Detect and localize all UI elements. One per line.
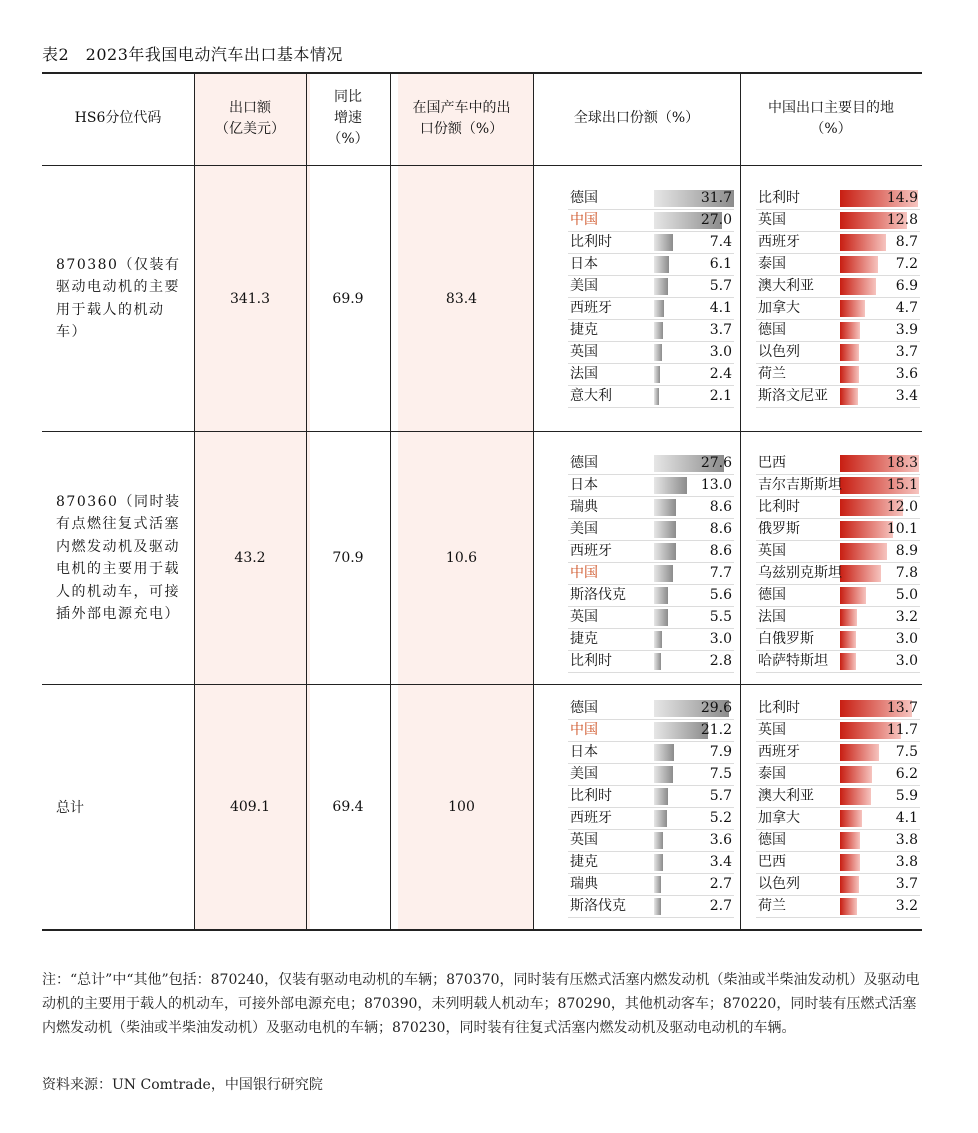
global-country-row: [568, 298, 734, 320]
destination-row: [756, 210, 920, 232]
destination-value: 4.7: [895, 300, 918, 316]
destination-value: 3.7: [895, 344, 918, 360]
header-global-share: 全球出口份额（%）: [573, 110, 700, 126]
destination-row: [756, 585, 920, 607]
global-country-value: 7.7: [709, 565, 732, 581]
destination-row: [756, 720, 920, 742]
destination-row: [756, 298, 920, 320]
destination-row: [756, 475, 920, 497]
destination-value: 8.7: [895, 234, 918, 250]
global-country-bar: [654, 854, 663, 871]
destination-row: [756, 188, 920, 210]
global-country-bar: [654, 609, 668, 626]
destination-name: 西班牙: [758, 234, 800, 250]
destination-value: 3.2: [895, 609, 918, 625]
global-country-name: 比利时: [570, 234, 612, 250]
destination-name: 泰国: [758, 766, 786, 782]
global-country-value: 5.7: [709, 788, 732, 804]
row-3-share: 100: [448, 799, 475, 815]
destination-bar: [840, 854, 860, 871]
destination-value: 7.8: [895, 565, 918, 581]
global-country-value: 3.6: [709, 832, 732, 848]
destination-name: 英国: [758, 722, 786, 738]
destination-bar: [840, 388, 858, 405]
global-country-value: 13.0: [700, 477, 732, 493]
destination-name: 澳大利亚: [758, 278, 814, 294]
export-table: [42, 72, 922, 930]
global-country-name: 中国: [570, 565, 598, 581]
destination-name: 西班牙: [758, 744, 800, 760]
destination-value: 12.0: [886, 499, 918, 515]
destination-name: 比利时: [758, 190, 800, 206]
destination-row: [756, 786, 920, 808]
destination-value: 18.3: [886, 455, 918, 471]
destination-row: [756, 874, 920, 896]
global-country-value: 3.0: [709, 631, 732, 647]
destination-name: 以色列: [758, 876, 800, 892]
global-country-value: 5.7: [709, 278, 732, 294]
destination-bar: [840, 832, 860, 849]
destination-row: [756, 232, 920, 254]
destination-name: 俄罗斯: [758, 521, 800, 537]
row-2-share: 10.6: [445, 550, 478, 566]
destination-name: 巴西: [758, 854, 786, 870]
destination-bar: [840, 521, 893, 538]
destination-name: 荷兰: [758, 366, 786, 382]
global-country-name: 英国: [570, 609, 598, 625]
global-country-name: 德国: [570, 190, 598, 206]
global-country-row: [568, 342, 734, 364]
destination-name: 白俄罗斯: [758, 631, 814, 647]
global-country-value: 27.0: [700, 212, 732, 228]
header-yoy: 同比 增速 （%）: [327, 89, 369, 147]
global-country-value: 2.1: [709, 388, 732, 404]
global-country-bar: [654, 766, 673, 783]
destination-bar: [840, 898, 857, 915]
global-country-row: [568, 541, 734, 563]
global-country-row: [568, 607, 734, 629]
global-country-name: 瑞典: [570, 876, 598, 892]
destination-bar: [840, 543, 887, 560]
bottom-rule: [42, 929, 922, 931]
destination-value: 7.5: [895, 744, 918, 760]
global-country-row: [568, 475, 734, 497]
global-country-row: [568, 364, 734, 386]
global-country-bar: [654, 477, 687, 494]
destination-value: 3.6: [895, 366, 918, 382]
destination-value: 11.7: [886, 722, 918, 738]
row-1-code: 870380（仅装有驱动电动机的主要用于载人的机动车）: [56, 256, 181, 340]
global-country-name: 英国: [570, 832, 598, 848]
destination-row: [756, 896, 920, 918]
destination-name: 比利时: [758, 700, 800, 716]
global-country-row: [568, 629, 734, 651]
destination-bar: [840, 876, 859, 893]
global-country-name: 比利时: [570, 653, 612, 669]
global-country-bar: [654, 322, 663, 339]
destination-bar: [840, 810, 862, 827]
global-country-row: [568, 188, 734, 210]
global-country-name: 日本: [570, 477, 598, 493]
global-country-value: 4.1: [709, 300, 732, 316]
destination-value: 3.0: [895, 631, 918, 647]
data-source: 资料来源：UN Comtrade，中国银行研究院: [42, 1077, 323, 1093]
global-country-value: 2.8: [709, 653, 732, 669]
global-country-bar: [654, 788, 668, 805]
global-country-name: 日本: [570, 256, 598, 272]
destination-row: [756, 497, 920, 519]
global-country-value: 3.0: [709, 344, 732, 360]
global-country-bar: [654, 543, 676, 560]
row-3-export-value: 409.1: [229, 799, 271, 815]
destination-value: 14.9: [886, 190, 918, 206]
destination-bar: [840, 744, 879, 761]
destination-row: [756, 808, 920, 830]
row-1-share: 83.4: [445, 290, 478, 307]
header-hs6: HS6分位代码: [74, 110, 162, 126]
global-country-value: 3.7: [709, 322, 732, 338]
global-country-name: 西班牙: [570, 300, 612, 316]
header-export-value: 出口额 （亿美元）: [215, 99, 285, 137]
global-country-row: [568, 896, 734, 918]
row-1-export-value: 341.3: [229, 290, 271, 307]
global-country-name: 斯洛伐克: [570, 898, 626, 914]
row-2-export-value: 43.2: [234, 550, 266, 566]
global-country-value: 8.6: [709, 521, 732, 537]
global-country-row: [568, 497, 734, 519]
destination-name: 德国: [758, 587, 786, 603]
destination-row: [756, 541, 920, 563]
destination-name: 德国: [758, 832, 786, 848]
destination-value: 3.7: [895, 876, 918, 892]
global-country-bar: [654, 832, 663, 849]
global-country-name: 捷克: [570, 854, 598, 870]
row-3-yoy: 69.4: [332, 799, 364, 815]
global-country-bar: [654, 521, 676, 538]
global-country-name: 西班牙: [570, 543, 612, 559]
destination-bar: [840, 587, 866, 604]
global-country-name: 德国: [570, 455, 598, 471]
global-country-bar: [654, 587, 668, 604]
destination-name: 英国: [758, 543, 786, 559]
global-country-row: [568, 386, 734, 408]
destination-row: [756, 453, 920, 475]
global-country-name: 法国: [570, 366, 598, 382]
global-country-row: [568, 519, 734, 541]
global-country-row: [568, 852, 734, 874]
global-country-row: [568, 830, 734, 852]
global-country-name: 斯洛伐克: [570, 587, 626, 603]
global-country-row: [568, 254, 734, 276]
destination-bar: [840, 788, 871, 805]
global-country-bar: [654, 366, 660, 383]
global-country-row: [568, 210, 734, 232]
global-country-value: 2.7: [709, 898, 732, 914]
destination-value: 3.2: [895, 898, 918, 914]
destination-row: [756, 254, 920, 276]
global-country-name: 英国: [570, 344, 598, 360]
global-country-bar: [654, 300, 664, 317]
destination-row: [756, 342, 920, 364]
destination-bar: [840, 278, 876, 295]
destination-row: [756, 742, 920, 764]
global-country-row: [568, 276, 734, 298]
destination-value: 3.8: [895, 854, 918, 870]
destination-value: 4.1: [895, 810, 918, 826]
destination-value: 5.0: [895, 587, 918, 603]
global-country-value: 7.5: [709, 766, 732, 782]
global-country-bar: [654, 278, 668, 295]
destination-name: 英国: [758, 212, 786, 228]
destination-bar: [840, 565, 881, 582]
row-3-code: 总计: [56, 800, 84, 816]
destination-value: 5.9: [895, 788, 918, 804]
global-country-name: 捷克: [570, 322, 598, 338]
global-country-bar: [654, 876, 661, 893]
destination-row: [756, 651, 920, 673]
global-country-value: 7.4: [709, 234, 732, 250]
destination-value: 7.2: [895, 256, 918, 272]
destination-name: 加拿大: [758, 810, 800, 826]
destination-name: 巴西: [758, 455, 786, 471]
destination-row: [756, 519, 920, 541]
destination-row: [756, 629, 920, 651]
destination-name: 哈萨特斯坦: [758, 653, 828, 669]
destination-name: 法国: [758, 609, 786, 625]
global-country-value: 7.9: [709, 744, 732, 760]
global-country-name: 日本: [570, 744, 598, 760]
destination-value: 6.2: [895, 766, 918, 782]
global-country-row: [568, 320, 734, 342]
table-note: 注：“总计”中“其他”包括：870240，仅装有驱动电动机的车辆；870370，同时装有压燃式活塞内燃发动机（柴油或半柴油发动机）及驱动电动机的主要用于载人的机动车，可接外部电源充电；870390，未列明载人机动车；870290，其他机动客车；870220，同时装有压燃式活塞内燃发动机（柴油或半柴油发动机）及驱动电机的车辆；870230，同时装有往复式活塞内燃发动机及驱动电动机的车辆。: [42, 972, 920, 1036]
global-country-row: [568, 742, 734, 764]
global-country-value: 31.7: [700, 190, 732, 206]
global-country-bar: [654, 744, 674, 761]
destination-row: [756, 276, 920, 298]
destination-name: 斯洛文尼亚: [758, 388, 828, 404]
destination-value: 13.7: [886, 700, 918, 716]
destination-value: 10.1: [886, 521, 918, 537]
destination-value: 3.9: [895, 322, 918, 338]
global-country-value: 3.4: [709, 854, 732, 870]
global-country-bar: [654, 565, 673, 582]
global-country-value: 8.6: [709, 543, 732, 559]
global-country-name: 比利时: [570, 788, 612, 804]
global-country-value: 6.1: [709, 256, 732, 272]
destination-row: [756, 764, 920, 786]
global-country-value: 29.6: [700, 700, 732, 716]
destination-name: 吉尔吉斯斯坦: [758, 477, 842, 493]
row-1-yoy: 69.9: [332, 290, 364, 307]
global-country-bar: [654, 631, 662, 648]
destination-bar: [840, 300, 865, 317]
global-country-name: 意大利: [570, 388, 612, 404]
destination-bar: [840, 366, 859, 383]
global-country-name: 美国: [570, 766, 598, 782]
header-destinations: 中国出口主要目的地 （%）: [768, 99, 894, 137]
global-country-value: 5.6: [709, 587, 732, 603]
table-title: 表2 2023年我国电动汽车出口基本情况: [42, 45, 343, 64]
global-country-name: 瑞典: [570, 499, 598, 515]
global-country-bar: [654, 653, 661, 670]
global-country-row: [568, 232, 734, 254]
destination-bar: [840, 344, 859, 361]
destination-name: 澳大利亚: [758, 788, 814, 804]
global-country-row: [568, 651, 734, 673]
destination-name: 泰国: [758, 256, 786, 272]
destination-value: 6.9: [895, 278, 918, 294]
destination-bar: [840, 322, 860, 339]
global-country-value: 8.6: [709, 499, 732, 515]
global-country-value: 2.4: [709, 366, 732, 382]
destination-bar: [840, 631, 856, 648]
destination-name: 比利时: [758, 499, 800, 515]
header-share-domestic: 在国产车中的出 口份额（%）: [412, 99, 511, 137]
global-country-row: [568, 720, 734, 742]
global-country-value: 5.5: [709, 609, 732, 625]
destination-name: 乌兹别克斯坦: [758, 565, 842, 581]
global-country-bar: [654, 499, 676, 516]
global-country-bar: [654, 810, 667, 827]
global-country-row: [568, 764, 734, 786]
global-country-row: [568, 874, 734, 896]
destination-row: [756, 607, 920, 629]
global-country-row: [568, 453, 734, 475]
global-country-row: [568, 585, 734, 607]
global-country-name: 中国: [570, 212, 598, 228]
destination-value: 8.9: [895, 543, 918, 559]
destination-value: 3.0: [895, 653, 918, 669]
global-country-value: 21.2: [700, 722, 732, 738]
destination-row: [756, 563, 920, 585]
destination-bar: [840, 766, 872, 783]
destination-bar: [840, 256, 878, 273]
global-country-name: 捷克: [570, 631, 598, 647]
destination-row: [756, 830, 920, 852]
row-2-yoy: 70.9: [332, 550, 364, 566]
destination-row: [756, 386, 920, 408]
global-country-value: 5.2: [709, 810, 732, 826]
global-country-name: 中国: [570, 722, 598, 738]
global-country-bar: [654, 256, 669, 273]
destination-value: 15.1: [886, 477, 918, 493]
global-country-row: [568, 808, 734, 830]
destination-value: 3.8: [895, 832, 918, 848]
col-rule: [740, 72, 741, 930]
destination-name: 以色列: [758, 344, 800, 360]
destination-row: [756, 698, 920, 720]
global-country-row: [568, 563, 734, 585]
destination-value: 3.4: [895, 388, 918, 404]
global-country-bar: [654, 388, 659, 405]
destination-bar: [840, 234, 886, 251]
destination-bar: [840, 609, 857, 626]
global-country-name: 美国: [570, 521, 598, 537]
global-country-row: [568, 786, 734, 808]
global-country-name: 西班牙: [570, 810, 612, 826]
destination-name: 荷兰: [758, 898, 786, 914]
destination-bar: [840, 653, 856, 670]
destination-row: [756, 364, 920, 386]
global-country-bar: [654, 722, 708, 739]
destination-value: 12.8: [886, 212, 918, 228]
destination-name: 德国: [758, 322, 786, 338]
global-country-name: 德国: [570, 700, 598, 716]
global-country-bar: [654, 344, 662, 361]
row-2-code: 870360（同时装有点燃往复式活塞内燃发动机及驱动电机的主要用于载人的机动车，可接插外部电源充电）: [56, 493, 181, 622]
global-country-value: 2.7: [709, 876, 732, 892]
destination-row: [756, 320, 920, 342]
global-country-bar: [654, 898, 661, 915]
global-country-name: 美国: [570, 278, 598, 294]
global-country-row: [568, 698, 734, 720]
global-country-bar: [654, 234, 673, 251]
destination-name: 加拿大: [758, 300, 800, 316]
col-rule: [533, 72, 534, 930]
global-country-value: 27.6: [700, 455, 732, 471]
destination-row: [756, 852, 920, 874]
